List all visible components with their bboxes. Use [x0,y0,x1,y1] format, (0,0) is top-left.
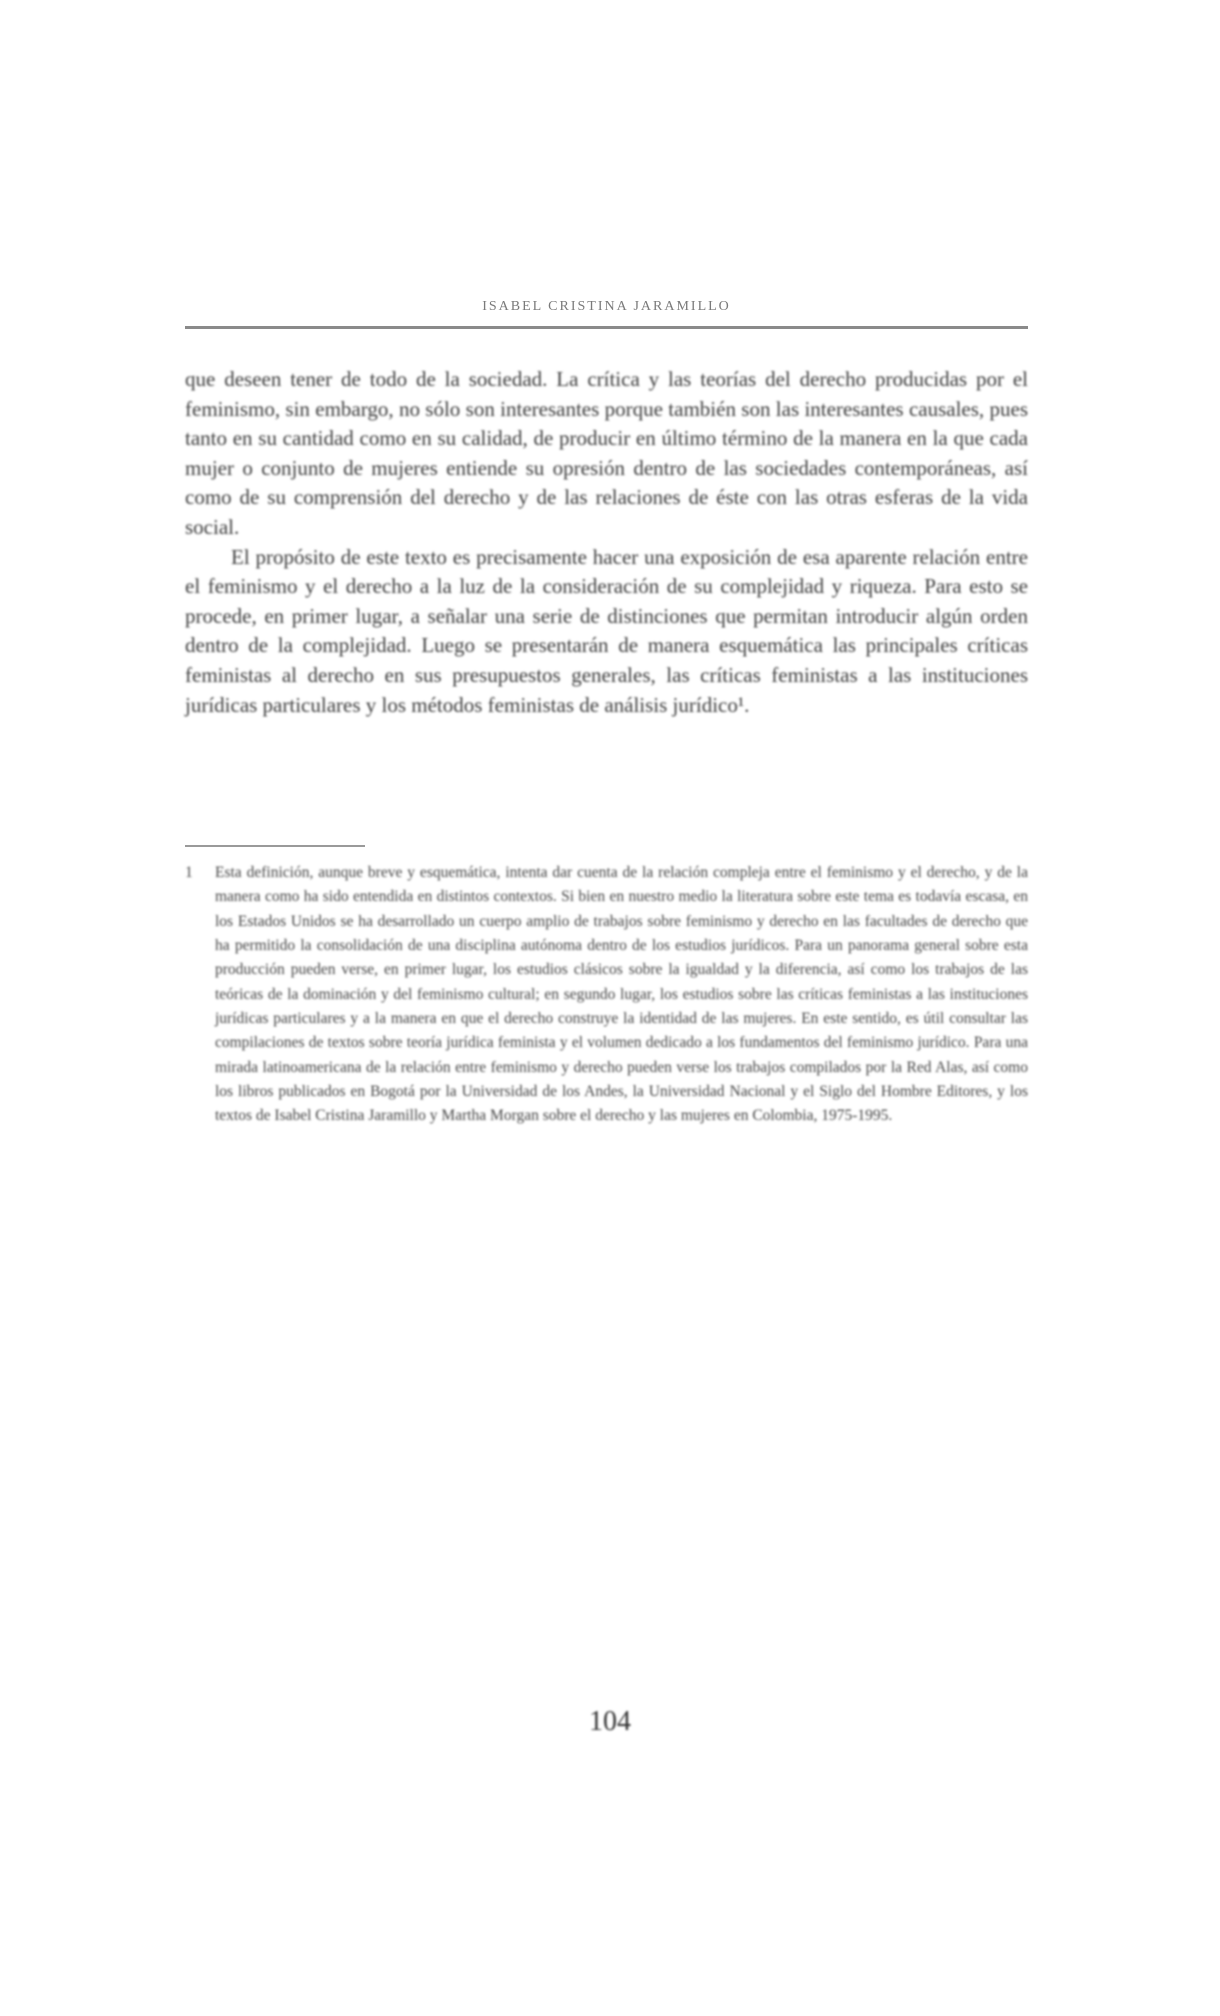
document-page [185,296,1028,1128]
header-rule [185,326,1028,329]
footnote [185,861,1028,1128]
body-text [185,365,1028,720]
page-number: 104 [589,1706,631,1737]
paragraph-2: El propósito de este texto es precisamente hacer una exposición de esa aparente relación entre el feminismo y el derecho a la luz de la consideración de su complejidad y riqueza. Para esto se procede, en primer lugar, a señalar una serie de distinciones que permitan introducir algún orden dentro de la complejidad. Luego se presentarán de manera esquemática las principales críticas feministas al derecho en sus presupuestos generales, las críticas feministas a las instituciones jurídicas particulares y los métodos feministas de análisis jurídico¹. [185,544,1028,717]
running-head: ISABEL CRISTINA JARAMILLO [482,299,731,314]
footnote-text: Esta definición, aunque breve y esquemática, intenta dar cuenta de la relación compleja entre el feminismo y el derecho, y de la manera como ha sido entendida en distintos contextos. Si bien en nuestro medio la literatura sobre este tema es todavía escasa, en los Estados Unidos se ha desarrollado un cuerpo amplio de trabajos sobre feminismo y derecho en las facultades de derecho que ha permitido la consolidación de una disciplina autónoma dentro de los estudios jurídicos. Para un panorama general sobre esta producción pueden verse, en primer lugar, los estudios clásicos sobre la igualdad y la diferencia, así como los trabajos de las teóricas de la dominación y del feminismo cultural; en segundo lugar, los estudios sobre las críticas feministas a las instituciones jurídicas particulares y a la manera en que el derecho construye la identidad de las mujeres. En este sentido, es útil consultar las compilaciones de textos sobre teoría jurídica feminista y el volumen dedicado a los fundamentos del feminismo jurídico. Para una mirada latinoamericana de la relación entre feminismo y derecho pueden verse los trabajos compilados por la Red Alas, así como los libros publicados en Bogotá por la Universidad de los Andes, la Universidad Nacional y el Siglo del Hombre Editores, y los textos de Isabel Cristina Jaramillo y Martha Morgan sobre el derecho y las mujeres en Colombia, 1975-1995. [215,864,1028,1125]
paragraph-1: que deseen tener de todo de la sociedad. La crítica y las teorías del derecho producidas por el feminismo, sin embargo, no sólo son interesantes porque también son las interesantes causales, pues tanto en su cantidad como en su calidad, de producir en último término de la manera en la que cada mujer o conjunto de mujeres entiende su opresión dentro de las sociedades contemporáneas, así como de su comprensión del derecho y de las relaciones de éste con las otras esferas de la vida social. [185,367,1028,539]
footnote-number: 1 [185,864,193,882]
footnote-rule [185,845,365,847]
